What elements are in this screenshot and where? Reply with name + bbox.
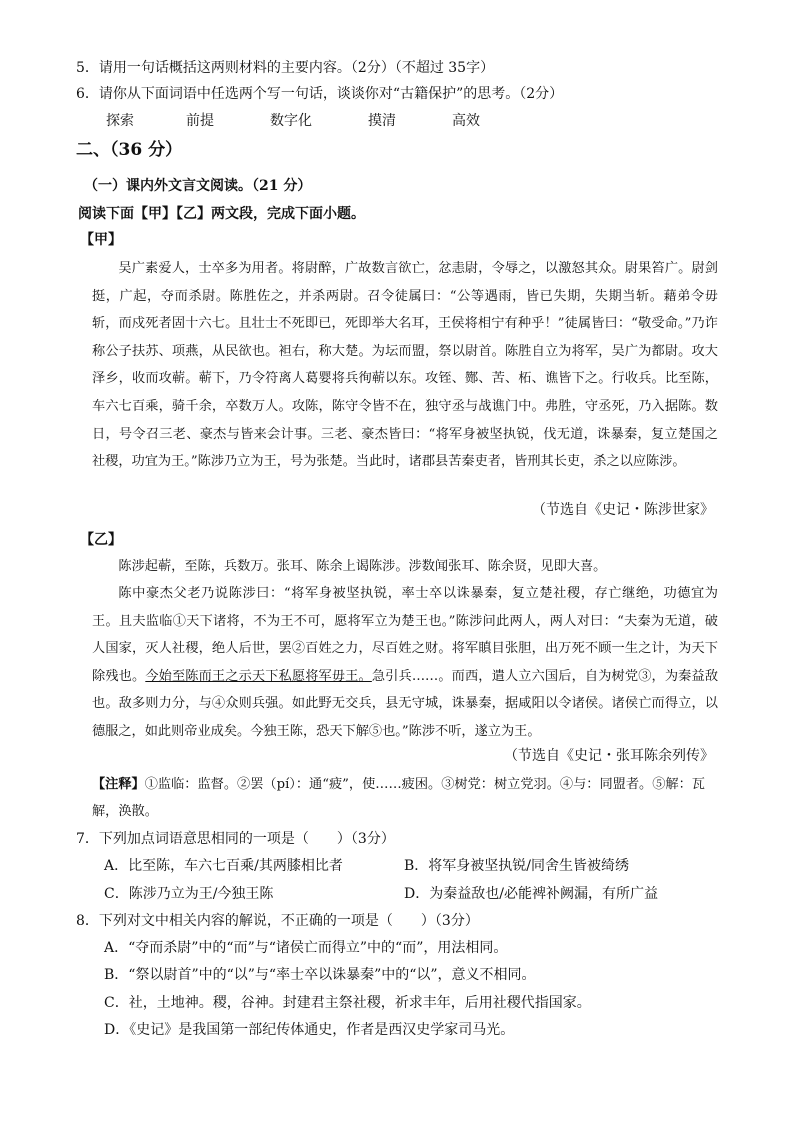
passage-yi-source: （节选自《史记・张耳陈余列传》 — [504, 748, 714, 764]
word-item: 摸清 — [368, 113, 396, 129]
passage-yi-p2-b: 急引兵……。而西，遣人立六国后，自为树党③，为秦益敌也。敌多则力分，与④众则兵强。如此野无交兵，县无守城，诛暴秦，据咸阳以令诸侯。诸侯亡而得立，以德服之，如此则帝业成矣。今独王陈，恐天下解⑤也。”陈涉不听，遂立为王。 — [92, 668, 719, 739]
word-item: 前提 — [186, 113, 214, 129]
word-item: 高效 — [452, 113, 480, 129]
underlined-sentence: 今始至陈而王之示天下私愿将军毋王。 — [145, 668, 372, 684]
word-item: 探索 — [106, 113, 134, 129]
question-8-stem: 8．下列对文中相关内容的解说，不正确的一项是（ ）（3分） — [76, 913, 479, 929]
annotation-text: ①监临：监督。②罢（pí）：通“疲”，使……疲困。③树党：树立党羽。④与：同盟者。⑤解：瓦解，涣散。 — [92, 777, 705, 819]
passage-jia-label: 【甲】 — [80, 232, 122, 248]
word-item: 数字化 — [270, 113, 312, 129]
question-7-option-b: B．将军身被坚执锐/同舍生皆被绮绣 — [404, 858, 630, 874]
passage-yi-p2-a: 陈中豪杰父老乃说陈涉曰：“将军身被坚执锐，率士卒以诛暴秦，复立楚社稷，存亡继绝，功德宜为王。且夫监临①天下诸将，不为王不可，愿将军立为楚王也。”陈涉问此两人，两人对曰：“夫秦为无道，破人国家，灭人社稷，绝人后世，罢②百姓之力，尽百姓之财。将军瞋目张胆，出万死不顾一生之计，为天下除残也。 — [92, 586, 718, 684]
passage-yi-label: 【乙】 — [80, 532, 122, 548]
question-7-option-d: D．为秦益敌也/必能裨补阙漏，有所广益 — [404, 886, 658, 902]
passage-jia-source: （节选自《史记・陈涉世家》 — [532, 502, 714, 518]
question-7-stem: 7．下列加点词语意思相同的一项是（ ）（3分） — [76, 831, 395, 847]
passage-yi-p1: 陈涉起蕲，至陈，兵数万。张耳、陈余上谒陈涉。涉数闻张耳、陈余贤，见即大喜。 — [118, 559, 607, 574]
question-8-option-c: C．社，土地神。稷，谷神。封建君主祭社稷，祈求丰年，后用社稷代指国家。 — [104, 995, 591, 1011]
question-6: 6．请你从下面词语中任选两个写一句话，谈谈你对“古籍保护”的思考。（2分） — [76, 86, 564, 102]
question-8-option-d: D．《史记》是我国第一部纪传体通史，作者是西汉史学家司马光。 — [104, 1022, 515, 1038]
passage-jia-text: 吴广素爱人，士卒多为用者。将尉醉，广故数言欲亡，忿恚尉，令辱之，以激怒其众。尉果笞广。尉剑挺，广起，夺而杀尉。陈胜佐之，并杀两尉。召令徒属曰：“公等遇雨，皆已失期，失期当斩。藉弟令毋斩，而戍死者固十六七。且壮士不死即已，死即举大名耳，王侯将相宁有种乎！”徒属皆曰：“敬受命。”乃诈称公子扶苏、项燕，从民欲也。袒右，称大楚。为坛而盟，祭以尉首。陈胜自立为将军，吴广为都尉。攻大泽乡，收而攻蕲。蕲下，乃令符离人葛婴将兵徇蕲以东。攻铚、酂、苦、柘、谯皆下之。行收兵。比至陈，车六七百乘，骑千余，卒数万人。攻陈，陈守令皆不在，独守丞与战谯门中。弗胜，守丞死，乃入据陈。数日，号令召三老、豪杰与皆来会计事。三老、豪杰皆曰：“将军身被坚执锐，伐无道，诛暴秦，复立楚国之社稷，功宜为王。”陈涉乃立为王，号为张楚。当此时，诸郡县苦秦吏者，皆刑其长吏，杀之以应陈涉。 — [92, 261, 718, 470]
question-7-option-c: C．陈涉乃立为王/今独王陈 — [104, 886, 274, 902]
reading-instruction: 阅读下面【甲】【乙】两文段，完成下面小题。 — [78, 206, 365, 222]
subsection-1-title: （一）课内外文言文阅读。（21 分） — [84, 178, 312, 194]
question-8-option-b: B．“祭以尉首”中的“以”与“率士卒以诛暴秦”中的“以”，意义不相同。 — [104, 967, 536, 983]
section-2-title: 二、（36 分） — [76, 140, 183, 160]
question-8-option-a: A．“夺而杀尉”中的“而”与“诸侯亡而得立”中的“而”，用法相同。 — [104, 940, 508, 956]
question-7-option-a: A．比至陈，车六七百乘/其两膝相比者 — [104, 858, 343, 874]
annotation-head: 【注释】 — [92, 777, 145, 792]
passage-yi-p2 — [92, 580, 718, 746]
annotation-block — [92, 771, 718, 825]
question-5: 5．请用一句话概括这两则材料的主要内容。（2分）（不超过 35字） — [76, 60, 495, 76]
